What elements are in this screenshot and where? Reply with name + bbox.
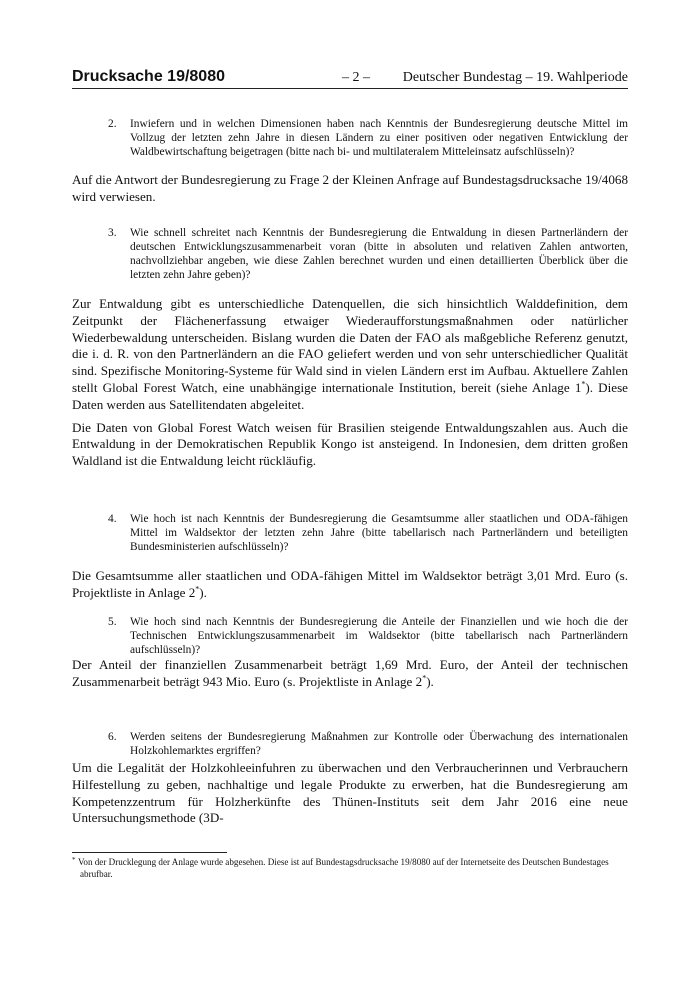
question-text: Wie hoch sind nach Kenntnis der Bundesregierung die Anteile der Finanziellen und wie hoch die der Technischen Entwicklungszusammenarbeit im Waldsektor (bitte tabellarisch nach Partnerländern aufschlüsseln)? — [130, 616, 628, 656]
question-text: Wie schnell schreitet nach Kenntnis der Bundesregierung die Entwaldung in diesen Partnerländern der deutschen Entwicklungszusammenarbeit voran (bitte in absoluten und relativen Zahlen antworten, nachvollziehbar angeben, wie diese Zahlen berechnet wurden und einen detaillierten Überblick über die letzten zehn Jahre geben)? — [130, 227, 628, 281]
question-number: 3. — [108, 227, 117, 239]
answer-5 — [72, 657, 628, 691]
answer-3 — [72, 296, 628, 470]
footnote — [72, 857, 628, 880]
question-number: 6. — [108, 731, 117, 743]
question-number: 4. — [108, 513, 117, 525]
question-number: 5. — [108, 616, 117, 628]
question-6 — [108, 731, 628, 759]
question-text: Inwiefern und in welchen Dimensionen haben nach Kenntnis der Bundesregierung deutsche Mittel im Vollzug der letzten zehn Jahre in diesen Ländern zu einer positiven oder negativen Entwicklung der Waldbewirtschaftung beigetragen (bitte nach bi- und multilateralem Mitteleinsatz aufschlüsseln)? — [130, 118, 628, 158]
question-4 — [108, 513, 628, 555]
footnote-ref: * — [581, 379, 586, 389]
answer-2 — [72, 172, 628, 206]
question-2 — [108, 118, 628, 160]
publisher-label: Deutscher Bundestag – 19. Wahlperiode — [402, 70, 628, 85]
footnote-ref: * — [195, 584, 200, 594]
page-number: – 2 – — [342, 70, 370, 85]
answer-paragraph: Um die Legalität der Holzkohleeinfuhren zu überwachen und den Verbraucherinnen und Verbrauchern Hilfestellung zu geben, nachhaltige und legale Produkte zu erwerben, hat die Bundesregierung am Kompetenzzentrum für Holzherkünfte des Thünen-Instituts seit dem Jahr 2016 eine neue Untersuchungsmethode (3D- — [72, 760, 628, 826]
answer-paragraph: Auf die Antwort der Bundesregierung zu Frage 2 der Kleinen Anfrage auf Bundestagsdrucksache 19/4068 wird verwiesen. — [72, 172, 628, 204]
footnote-mark: * — [72, 856, 76, 864]
question-number: 2. — [108, 118, 117, 130]
answer-paragraph: Die Gesamtsumme aller staatlichen und ODA-fähigen Mittel im Waldsektor beträgt 3,01 Mrd. Euro (s. Projektliste in Anlage 2*). — [72, 568, 628, 600]
question-3 — [108, 227, 628, 283]
footnote-text: Von der Drucklegung der Anlage wurde abgesehen. Diese ist auf Bundestagsdrucksache 19/8080 auf der Internetseite des Deutschen Bundestages abrufbar. — [78, 857, 609, 879]
document-number-bold: 8080 — [189, 68, 225, 85]
answer-paragraph: Zur Entwaldung gibt es unterschiedliche Datenquellen, die sich hinsichtlich Walddefinition, dem Zeitpunkt der Flächenerfassung etwaiger Wiederaufforstungsmaßnahmen oder natürlicher Wiederbewaldung unterscheiden. Bislang wurden die Daten der FAO als maßgebliche Referenz genutzt, die i. d. R. von den Partnerländern an die FAO geliefert werden und von sehr unterschiedlicher Qualität sind. Spezifische Monitoring-Systeme für Wald sind in vielen Ländern erst im Aufbau. Aktuellere Zahlen stellt Global Forest Watch, eine unabhängige internationale Institution, bereit (siehe Anlage 1*). Diese Daten werden aus Satellitendaten abgeleitet. — [72, 296, 628, 412]
page-header — [72, 66, 628, 89]
footnote-ref: * — [422, 673, 427, 683]
document-number: Drucksache 19/8080 — [72, 68, 225, 85]
question-text: Wie hoch ist nach Kenntnis der Bundesregierung die Gesamtsumme aller staatlichen und ODA-fähigen Mittel im Waldsektor der letzten zehn Jahre (bitte tabellarisch nach Partnerländern und beteiligten Bundesministerien aufschlüsseln)? — [130, 513, 628, 553]
question-5 — [108, 616, 628, 658]
answer-paragraph: Der Anteil der finanziellen Zusammenarbeit beträgt 1,69 Mrd. Euro, der Anteil der technischen Zusammenarbeit beträgt 943 Mio. Euro (s. Projektliste in Anlage 2*). — [72, 657, 628, 689]
question-text: Werden seitens der Bundesregierung Maßnahmen zur Kontrolle oder Überwachung des internationalen Holzkohlemarktes ergriffen? — [130, 731, 628, 757]
answer-4 — [72, 568, 628, 602]
answer-6 — [72, 760, 628, 827]
footnote-divider — [72, 852, 227, 853]
answer-paragraph: Die Daten von Global Forest Watch weisen für Brasilien steigende Entwaldungszahlen aus. Auch die Entwaldung in der Demokratischen Republik Kongo ist ansteigend. In Indonesien, dem dritten großen Waldland ist die Entwaldung leicht rückläufig. — [72, 419, 628, 469]
